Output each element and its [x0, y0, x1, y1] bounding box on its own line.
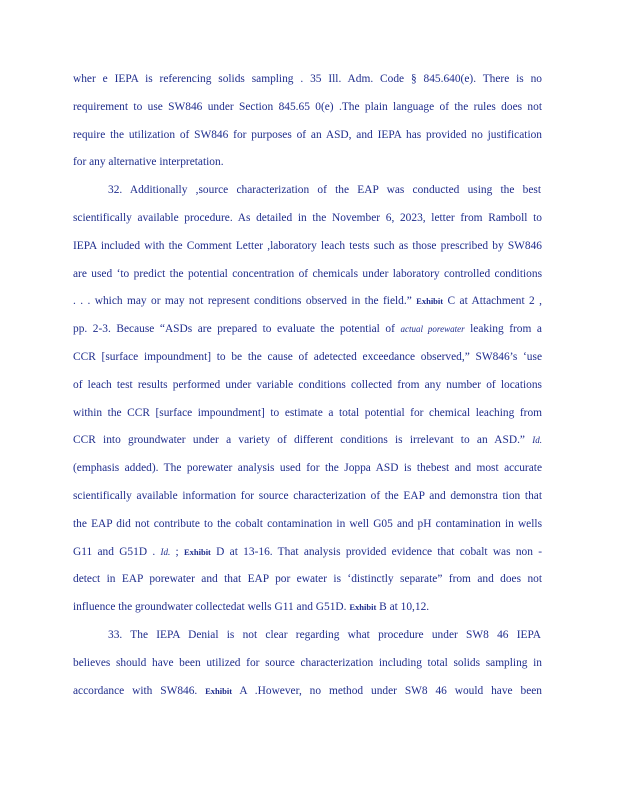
text-line: [73, 432, 542, 448]
text-span: B at 10,12.: [376, 601, 430, 614]
exhibit-ref: Exhibit: [205, 685, 233, 696]
text-line: within the CCR [surface impoundment] to estimate a total potential for chemical leaching from: [73, 406, 542, 419]
text-line: of leach test results performed under variable conditions collected from any number of locations: [73, 378, 542, 391]
text-line: detect in EAP porewater and that EAP por ewater is ‘distinctly separate” from and does not: [73, 573, 542, 586]
text-line: scientifically available procedure. As detailed in the November 6, 2023, letter from Ramboll to: [73, 212, 542, 224]
text-line: wher e IEPA is referencing solids sampling . 35 Ill. Adm. Code § 845.640(e). There is no: [73, 73, 542, 85]
italic-text: Id.: [532, 435, 542, 446]
text-line: require the utilization of SW846 for purposes of an ASD, and IEPA has provided no justification: [73, 128, 542, 141]
exhibit-ref: Exhibit: [416, 296, 444, 307]
text-line: for any alternative interpretation.: [73, 156, 224, 169]
text-span: leaking from a: [464, 323, 542, 336]
text-span: G11 and G51D .: [73, 545, 161, 558]
text-span: accordance with SW846.: [73, 684, 206, 697]
text-span: influence the groundwater collectedat wells G11 and G51D.: [73, 601, 350, 614]
text-line: [73, 293, 542, 309]
text-span: . . . which may or may not represent conditions observed in the field.”: [73, 295, 417, 308]
text-span: C at Attachment 2 ,: [443, 295, 542, 308]
text-line: requirement to use SW846 under Section 845.65 0(e) .The plain language of the rules does not: [73, 100, 542, 113]
text-span: A .However, no method under SW8 46 would have been: [232, 684, 542, 697]
text-line: CCR [surface impoundment] to be the cause of adetected exceedance observed,” SW846’s ‘use: [73, 351, 542, 363]
text-line: the EAP did not contribute to the cobalt contamination in well G05 and pH contamination in wells: [73, 517, 542, 530]
text-line: [73, 544, 542, 560]
text-span: CCR into groundwater under a variety of different conditions is irrelevant to an ASD.”: [73, 434, 533, 447]
text-line: [73, 683, 542, 699]
text-line: believes should have been utilized for source characterization including total solids sampling in: [73, 656, 542, 669]
italic-text: Id.: [160, 546, 171, 557]
italic-text: actual porewater: [400, 324, 465, 335]
text-span: pp. 2-3. Because “ASDs are prepared to evaluate the potential of: [73, 323, 401, 336]
exhibit-ref: Exhibit: [183, 546, 211, 557]
text-line: IEPA included with the Comment Letter ,laboratory leach tests such as those prescribed by SW846: [73, 239, 542, 252]
text-line: [73, 599, 542, 615]
text-line: are used ‘to predict the potential concentration of chemicals under laboratory controlled conditions: [73, 267, 542, 280]
text-line: 33. The IEPA Denial is not clear regarding what procedure under SW8 46 IEPA: [108, 629, 541, 641]
exhibit-ref: Exhibit: [349, 602, 377, 613]
text-line: (emphasis added). The porewater analysis used for the Joppa ASD is thebest and most accurate: [73, 462, 542, 475]
text-line: 32. Additionally ,source characterization of the EAP was conducted using the best: [108, 184, 541, 197]
text-line: scientifically available information for source characterization of the EAP and demonstra tion that: [73, 490, 542, 502]
text-span: D at 13-16. That analysis provided evidence that cobalt was non -: [210, 545, 542, 558]
text-span: ;: [170, 545, 184, 558]
text-line: [73, 321, 542, 337]
